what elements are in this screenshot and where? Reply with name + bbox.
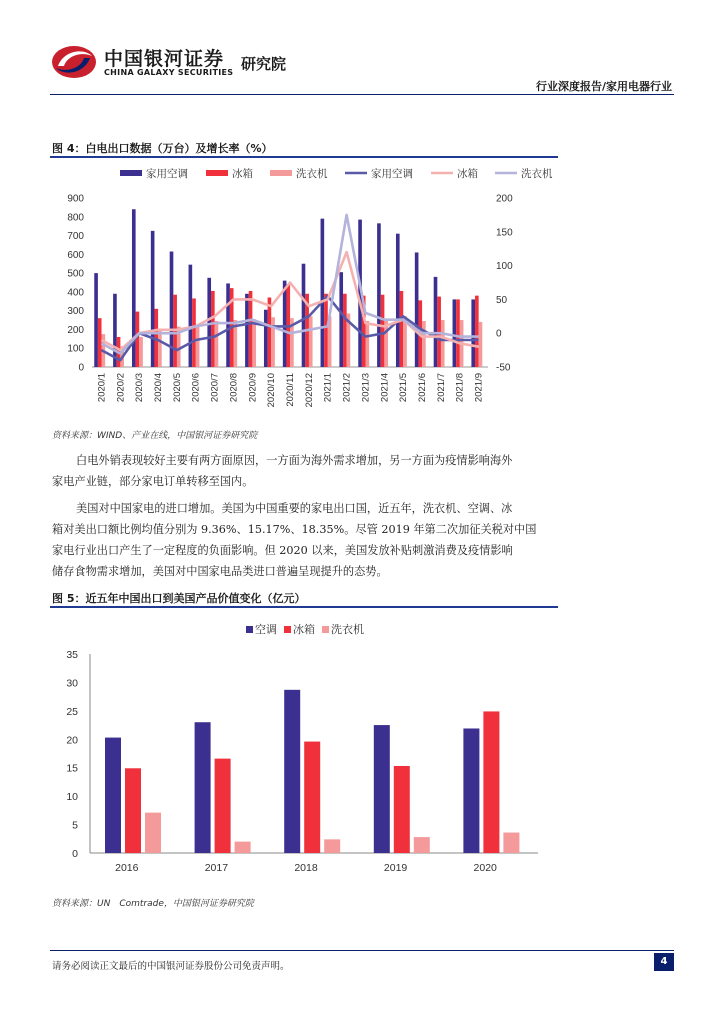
figure4-title: 图 4：白电出口数据（万台）及增长率（%） [52, 142, 273, 155]
bar-家用空调 [226, 283, 230, 367]
paragraph-1-line-2: 家电产业链，部分家电订单转移至国内。 [52, 475, 254, 488]
footer-divider [50, 950, 674, 951]
chart2-legend [246, 622, 364, 636]
y-left-tick: 300 [67, 306, 84, 318]
bar-家用空调 [94, 273, 98, 367]
x-tick: 2020/4 [153, 373, 164, 403]
legend-swatch [322, 626, 329, 633]
y-right-tick: 0 [496, 328, 502, 340]
bar-洗衣机 [479, 322, 483, 367]
x-tick: 2020/3 [134, 373, 146, 403]
logo-institute: 研究院 [241, 55, 287, 73]
galaxy-logo-icon [50, 42, 98, 82]
y-right-tick: 100 [496, 261, 513, 273]
y-tick: 35 [66, 649, 78, 661]
page-number: 4 [654, 953, 674, 971]
bar-空调-2016 [105, 738, 121, 853]
y-tick: 0 [72, 848, 78, 860]
figure4-rule [50, 156, 558, 158]
bar-冰箱 [192, 298, 196, 367]
bar-冰箱 [98, 318, 102, 367]
y-left-tick: 700 [67, 231, 84, 243]
y-right-tick: 50 [496, 294, 508, 306]
bar-冰箱-2018 [304, 742, 320, 853]
bar-家用空调 [283, 281, 287, 367]
bar-家用空调 [264, 310, 268, 367]
bar-家用空调 [453, 299, 457, 367]
y-left-tick: 400 [67, 287, 84, 299]
bar-家用空调 [151, 231, 155, 367]
bar-冰箱-2017 [215, 759, 231, 853]
bar-家用空调 [170, 252, 174, 367]
legend-swatch [120, 170, 142, 176]
x-tick: 2020/1 [96, 373, 108, 403]
bar-洗衣机 [309, 316, 313, 367]
chart1-legend [120, 167, 553, 180]
legend-label: 家用空调 [371, 168, 413, 180]
legend-label: 洗衣机 [296, 168, 328, 180]
bar-冰箱 [400, 291, 404, 367]
legend-label: 冰箱 [232, 168, 253, 180]
y-tick: 25 [66, 705, 78, 718]
x-tick: 2020/6 [190, 373, 202, 403]
bar-空调-2017 [195, 722, 211, 853]
bar-洗衣机 [441, 320, 445, 367]
x-tick: 2021/7 [435, 373, 447, 403]
legend-swatch [270, 170, 292, 176]
chart2-bars [105, 690, 519, 853]
footer-disclaimer: 请务必阅读正文最后的中国银河证券股份公司免责声明。 [52, 961, 290, 972]
y-left-tick: 100 [67, 343, 84, 355]
bar-冰箱 [268, 298, 272, 367]
x-tick: 2020/9 [247, 373, 259, 403]
y-tick: 15 [66, 762, 78, 775]
bar-冰箱 [475, 296, 479, 367]
y-right-tick: 150 [496, 227, 513, 239]
logo-english-name: CHINA GALAXY SECURITIES [104, 68, 234, 77]
bar-家用空调 [471, 299, 475, 367]
figure4-source: 资料来源：WIND、产业在线，中国银河证券研究院 [52, 431, 258, 441]
x-tick: 2020/7 [209, 373, 221, 403]
legend-label: 冰箱 [457, 168, 478, 180]
x-tick: 2019 [383, 862, 408, 874]
bar-冰箱 [343, 294, 347, 367]
y-tick: 10 [66, 791, 78, 804]
legend-swatch [246, 626, 253, 633]
x-tick: 2016 [115, 862, 139, 874]
y-left-tick: 0 [78, 362, 84, 374]
x-tick: 2020/11 [285, 373, 296, 407]
bar-冰箱 [211, 291, 215, 367]
y-right-tick: 200 [496, 193, 513, 205]
legend-label: 洗衣机 [331, 624, 364, 636]
bar-洗衣机 [422, 321, 426, 367]
x-tick: 2021/9 [473, 373, 485, 403]
y-tick: 30 [66, 677, 78, 690]
x-tick: 2021/4 [379, 373, 391, 403]
legend-label: 家用空调 [146, 168, 188, 180]
chart1-bars [94, 209, 482, 367]
y-left-tick: 200 [67, 324, 84, 336]
bar-洗衣机-2016 [145, 813, 161, 853]
x-tick: 2018 [294, 862, 318, 874]
paragraph-1-line-1: 白电外销表现较好主要有两方面原因，一方面为海外需求增加，另一方面为疫情影响海外 [76, 454, 513, 467]
x-tick: 2021/2 [341, 373, 353, 403]
legend-swatch [284, 626, 291, 633]
bar-洗衣机 [271, 317, 275, 367]
bar-家用空调 [434, 277, 438, 367]
bar-洗衣机 [366, 321, 370, 367]
bar-洗衣机 [139, 337, 143, 367]
legend-label: 空调 [255, 624, 277, 636]
paragraph-2-line-1: 美国对中国家电的进口增加。美国为中国重要的家电出口国，近五年，洗衣机、空调、冰 [76, 502, 513, 515]
bar-冰箱-2019 [394, 766, 410, 853]
y-tick: 20 [66, 734, 78, 747]
x-tick: 2020 [473, 862, 497, 874]
bar-冰箱 [456, 299, 460, 367]
bar-冰箱 [324, 294, 328, 367]
bar-家用空调 [245, 294, 249, 367]
y-left-tick: 900 [67, 193, 84, 205]
header-divider [50, 94, 674, 95]
legend-swatch [206, 170, 228, 176]
x-tick: 2020/8 [228, 373, 240, 403]
bar-洗衣机-2017 [235, 842, 251, 853]
report-type: 行业深度报告/家用电器行业 [535, 80, 672, 93]
bar-洗衣机 [196, 327, 200, 367]
bar-空调-2019 [374, 725, 390, 853]
figure5-rule [50, 606, 558, 608]
x-tick: 2020/12 [303, 373, 315, 408]
bar-家用空调 [396, 234, 400, 367]
x-tick: 2021/8 [454, 373, 466, 403]
x-tick: 2020/10 [266, 373, 278, 408]
x-tick: 2021/1 [322, 373, 334, 403]
legend-label: 冰箱 [293, 624, 315, 636]
y-tick: 5 [72, 819, 78, 832]
bar-冰箱-2020 [483, 711, 499, 853]
legend-label: 洗衣机 [521, 168, 553, 180]
bar-家用空调 [302, 264, 306, 367]
bar-家用空调 [321, 219, 325, 367]
bar-家用空调 [207, 278, 211, 367]
figure5-source: 资料来源：UN Comtrade，中国银河证券研究院 [52, 899, 254, 909]
bar-冰箱 [249, 291, 253, 367]
bar-空调-2018 [284, 690, 300, 853]
figure5-title: 图 5：近五年中国出口到美国产品价值变化（亿元） [52, 592, 306, 605]
us-export-value-chart [50, 612, 560, 886]
bar-空调-2020 [463, 728, 479, 853]
paragraph-2-line-4: 储存食物需求增加，美国对中国家电品类进口普遍呈现提升的态势。 [52, 565, 388, 578]
y-left-tick: 500 [67, 268, 84, 280]
bar-家用空调 [377, 223, 381, 367]
bar-冰箱-2016 [125, 768, 141, 853]
paragraph-2-line-3: 家电行业出口产生了一定程度的负面影响。但 2020 以来，美国发放补贴刺激消费及疫情影响 [52, 544, 513, 557]
x-tick: 2021/5 [398, 373, 410, 403]
paragraph-2-line-2: 箱对美出口额比例均值分别为 9.36%、15.17%、18.35%。尽管 2019 年第二次加征关税对中国 [52, 523, 537, 536]
bar-家用空调 [339, 272, 343, 367]
bar-家用空调 [189, 265, 193, 367]
y-right-tick: -50 [496, 362, 511, 374]
y-left-tick: 800 [67, 212, 84, 224]
bar-洗衣机-2019 [414, 837, 430, 853]
x-tick: 2021/3 [360, 373, 372, 403]
x-tick: 2020/2 [115, 373, 127, 403]
bar-洗衣机-2018 [324, 839, 340, 853]
logo-chinese-name: 中国银河证券 [104, 48, 225, 70]
export-volume-chart [50, 160, 560, 422]
bar-洗衣机-2020 [503, 833, 519, 853]
bar-洗衣机 [215, 321, 219, 367]
bar-洗衣机 [252, 319, 256, 367]
bar-冰箱 [437, 297, 441, 367]
bar-家用空调 [415, 252, 419, 367]
x-tick: 2020/5 [171, 373, 183, 403]
x-tick: 2017 [204, 862, 229, 874]
x-tick: 2021/6 [417, 373, 428, 403]
y-left-tick: 600 [67, 249, 84, 261]
bar-冰箱 [381, 295, 385, 367]
